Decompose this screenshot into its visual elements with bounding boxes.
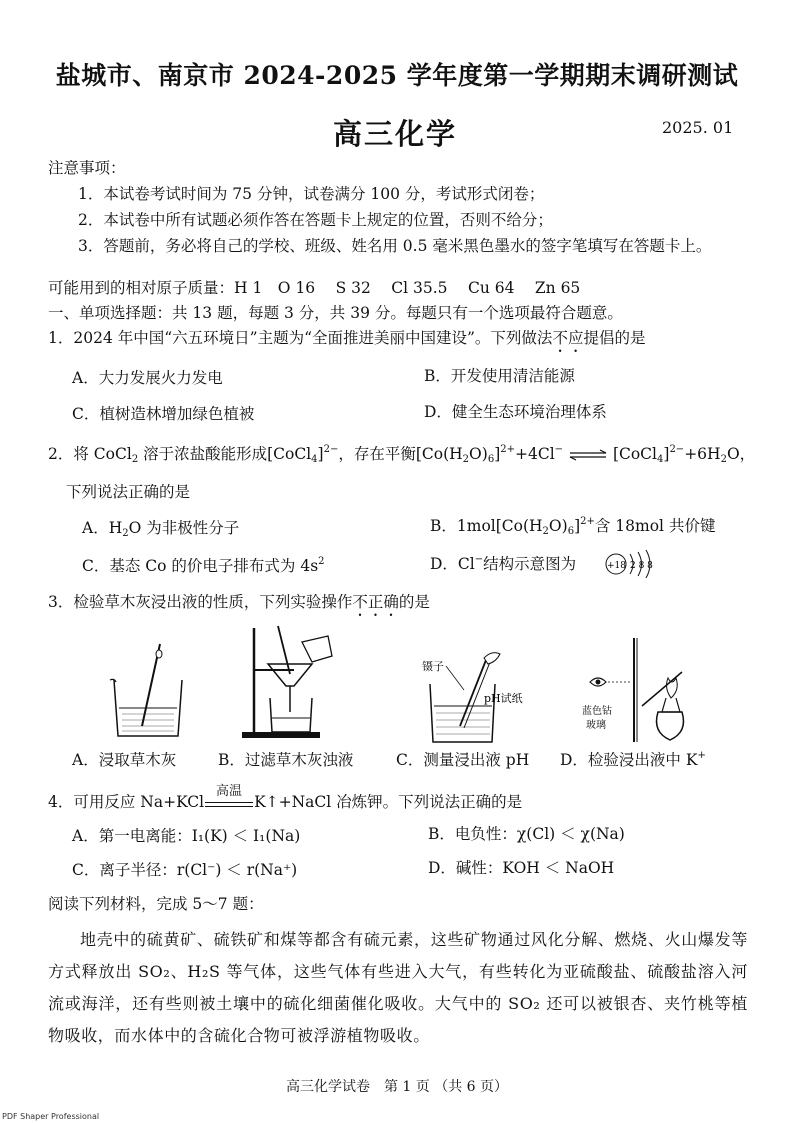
question-4-stem: 4．可用反应 Na+KCl 高温 K↑+NaCl 冶炼钾。下列说法正确的是 <box>48 790 522 812</box>
question-3-stem: 3．检验草木灰浸出液的性质，下列实验操作不正确的是 <box>48 593 430 611</box>
subject-title: 高三化学 <box>333 117 458 151</box>
svg-text:pH试纸: pH试纸 <box>484 692 523 705</box>
question-1-stem: 1．2024 年中国“六五环境日”主题为“全面推进美丽中国建设”。下列做法不应提倡的是 <box>48 329 646 347</box>
q3-option-b: B．过滤草木灰浊液 <box>218 751 354 769</box>
q1-option-a: A．大力发展火力发电 <box>72 369 223 387</box>
reading-heading: 阅读下列材料，完成 5～7 题： <box>48 895 264 913</box>
q2-option-a: A．$H_2O$ 为非极性分子 <box>82 519 240 539</box>
q4-option-a: A．第一电离能：I₁(K) ＜ I₁(Na) <box>72 827 301 845</box>
reaction-condition: 高温 <box>216 784 243 799</box>
figure-b-filtration-setup <box>232 622 342 742</box>
notice-item-2: 2．本试卷中所有试题必须作答在答题卡上规定的位置，否则不给分； <box>78 211 553 229</box>
svg-text:镊子: 镊子 <box>422 660 444 673</box>
reading-passage: 地壳中的硫黄矿、硫铁矿和煤等都含有硫元素，这些矿物通过风化分解、燃烧、火山爆发等方式释放出 SO₂、H₂S 等气体，这些气体有些进入大气，有些转化为亚硫酸盐、硫酸盐溶入河流或海洋，还有些则被土壤中的硫化细菌催化吸收。大气中的 SO₂ 还可以被银杏、夹竹桃等植物吸收，而水体中的含硫化合物可被浮游植物吸收。 <box>48 930 748 1045</box>
question-2-stem-line2: 下列说法正确的是 <box>66 483 191 501</box>
q2-option-b: B．$1mol[Co(H_2O)_6]^{2+}$含 18mol 共价键 <box>430 516 716 537</box>
q2-option-d: D．Cl−结构示意图为 <box>430 554 577 573</box>
q1-option-d: D．健全生态环境治理体系 <box>424 403 607 421</box>
equilibrium-arrow-icon <box>568 449 608 461</box>
q1-option-b: B．开发使用清洁能源 <box>424 367 575 385</box>
q3-option-d: D．检验浸出液中 K+ <box>560 750 706 769</box>
section-heading: 一、单项选择题：共 13 题，每题 3 分，共 39 分。每题只有一个选项最符合题意。 <box>48 304 623 322</box>
watermark: PDF Shaper Professional <box>2 1112 100 1121</box>
figure-d-flame-test <box>582 632 702 747</box>
q4-option-d: D．碱性：KOH ＜ NaOH <box>428 859 615 877</box>
svg-text:蓝色钴: 蓝色钴 <box>582 706 612 717</box>
q3-option-c: C．测量浸出液 pH <box>396 751 530 769</box>
figure-a-leaching-beaker <box>108 640 188 740</box>
svg-text:玻璃: 玻璃 <box>586 720 606 731</box>
q1-option-c: C．植树造林增加绿色植被 <box>72 405 255 423</box>
notice-item-3: 3．答题前，务必将自己的学校、班级、姓名用 0.5 毫米黑色墨水的签字笔填写在答题卡上。 <box>78 237 712 255</box>
notice-heading: 注意事项： <box>48 159 126 177</box>
q4-option-c: C．离子半径：r(Cl⁻) ＜ r(Na⁺) <box>72 861 298 879</box>
svg-text:+18: +18 <box>607 561 626 571</box>
page-footer: 高三化学试卷 第 1 页 （共 6 页） <box>285 1079 509 1095</box>
question-2-stem: 2．将 CoCl$_2$ 溶于浓盐酸能形成[CoCl$_4$]$^{2-}$，存在平衡$[Co(H_2O)_6]^{2+}+4Cl^-$ $[CoCl_4]^{2-}+6H_2O$， <box>48 444 756 465</box>
exam-title: 盐城市、南京市 2024-2025 学年度第一学期期末调研测试 <box>55 61 739 90</box>
figure-c-ph-measurement <box>422 650 542 745</box>
exam-date: 2025. 01 <box>662 118 734 137</box>
q3-option-a: A．浸取草木灰 <box>72 751 177 769</box>
svg-text:2 8 8: 2 8 8 <box>630 561 653 571</box>
atomic-masses: 可能用到的相对原子质量：H 1 O 16 S 32 Cl 35.5 Cu 64 Zn 65 <box>48 279 581 297</box>
notice-item-1: 1．本试卷考试时间为 75 分钟，试卷满分 100 分，考试形式闭卷； <box>78 185 545 203</box>
chloride-ion-structure-diagram <box>604 548 664 578</box>
q4-option-b: B．电负性：χ(Cl) ＜ χ(Na) <box>428 825 625 843</box>
reaction-equals-sign <box>205 802 253 807</box>
q2-option-c: C．基态 Co 的价电子排布式为 $4s^2$ <box>82 556 325 575</box>
